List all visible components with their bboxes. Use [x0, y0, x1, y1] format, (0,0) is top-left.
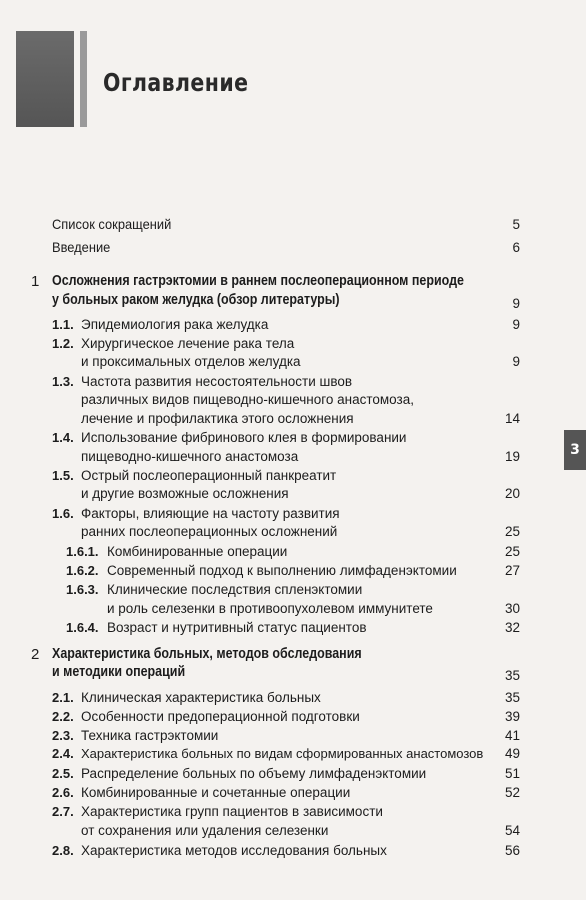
section-title-line: лечение и профилактика этого осложнения — [81, 411, 354, 426]
section-title-line: Хирургическое лечение рака тела — [81, 336, 295, 351]
section-page: 52 — [504, 785, 520, 800]
section-title-line: и проксимальных отделов желудка — [81, 354, 301, 369]
section-number: 1.1. — [52, 317, 74, 332]
chapter-tab-number: 3 — [570, 442, 580, 458]
section-number: 2.4. — [52, 746, 74, 761]
page-title: Оглавление — [103, 68, 249, 97]
chapter-page: 9 — [512, 296, 520, 311]
section-page: 54 — [504, 823, 520, 838]
section-title-line: пищеводно-кишечного анастомоза — [81, 449, 299, 464]
section-title-line: Характеристика методов исследования больных — [81, 843, 387, 858]
subsection-title-line: Клинические последствия спленэктомии — [107, 582, 363, 597]
toc-entry-introduction: Введение — [52, 239, 111, 255]
subsection-title-line: Комбинированные операции — [107, 544, 288, 559]
subsection-title-line: Современный подход к выполнению лимфаденэктомии — [107, 563, 457, 578]
chapter-number: 1 — [31, 273, 40, 290]
subsection-title-line: и роль селезенки в противоопухолевом иммунитете — [107, 601, 433, 616]
subsection-number: 1.6.4. — [66, 620, 99, 635]
section-title-line: различных видов пищеводно-кишечного анастомоза, — [81, 392, 414, 407]
section-number: 1.4. — [52, 430, 74, 445]
section-title-line: Частота развития несостоятельности швов — [81, 374, 353, 389]
toc-page-abbreviations: 5 — [512, 217, 520, 232]
section-page: 9 — [512, 317, 520, 332]
section-title-line: ранних послеоперационных осложнений — [81, 524, 338, 539]
section-page: 14 — [504, 411, 520, 426]
chapter-tab — [564, 430, 586, 470]
chapter-title-line: Осложнения гастрэктомии в раннем послеоперационном периоде — [52, 273, 464, 289]
subsection-number: 1.6.3. — [66, 582, 99, 597]
section-number: 1.3. — [52, 374, 74, 389]
section-number: 2.8. — [52, 843, 74, 858]
subsection-page: 30 — [504, 601, 520, 616]
subsection-title-line: Возраст и нутритивный статус пациентов — [107, 620, 367, 635]
section-number: 2.1. — [52, 690, 74, 705]
section-number: 2.3. — [52, 728, 74, 743]
section-title-line: Факторы, влияющие на частоту развития — [81, 506, 340, 521]
chapter-title-line: и методики операций — [52, 664, 186, 680]
section-page: 9 — [512, 354, 520, 369]
section-title-line: Эпидемиология рака желудка — [81, 317, 269, 332]
section-title-line: Характеристика больных по видам сформированных анастомозов — [81, 746, 484, 761]
header-decor-stripe — [80, 31, 87, 127]
section-title-line: Характеристика групп пациентов в зависимости — [81, 804, 383, 819]
section-title-line: Комбинированные и сочетанные операции — [81, 785, 351, 800]
section-number: 1.2. — [52, 336, 74, 351]
section-page: 41 — [504, 728, 520, 743]
section-page: 51 — [504, 766, 520, 781]
section-title-line: Клиническая характеристика больных — [81, 690, 321, 705]
chapter-title-line: Характеристика больных, методов обследования — [52, 646, 362, 662]
section-number: 1.6. — [52, 506, 74, 521]
subsection-page: 32 — [504, 620, 520, 635]
section-number: 1.5. — [52, 468, 74, 483]
section-title-line: Особенности предоперационной подготовки — [81, 709, 360, 724]
toc-entry-abbreviations: Список сокращений — [52, 216, 172, 232]
section-number: 2.6. — [52, 785, 74, 800]
subsection-number: 1.6.2. — [66, 563, 99, 578]
section-page: 56 — [504, 843, 520, 858]
subsection-number: 1.6.1. — [66, 544, 99, 559]
chapter-page: 35 — [504, 668, 520, 683]
subsection-page: 25 — [504, 544, 520, 559]
toc-page-introduction: 6 — [512, 240, 520, 255]
subsection-page: 27 — [504, 563, 520, 578]
section-number: 2.5. — [52, 766, 74, 781]
section-title-line: от сохранения или удаления селезенки — [81, 823, 329, 838]
section-page: 19 — [504, 449, 520, 464]
header-decor-block — [16, 31, 74, 127]
section-title-line: и другие возможные осложнения — [81, 486, 289, 501]
section-page: 20 — [504, 486, 520, 501]
chapter-number: 2 — [31, 646, 40, 663]
section-title-line: Использование фибринового клея в формировании — [81, 430, 407, 445]
section-page: 49 — [504, 746, 520, 761]
section-title-line: Острый послеоперационный панкреатит — [81, 468, 337, 483]
section-number: 2.7. — [52, 804, 74, 819]
section-title-line: Техника гастрэктомии — [81, 728, 219, 743]
section-page: 39 — [504, 709, 520, 724]
section-page: 25 — [504, 524, 520, 539]
chapter-title-line: у больных раком желудка (обзор литературы) — [52, 292, 340, 308]
section-page: 35 — [504, 690, 520, 705]
section-title-line: Распределение больных по объему лимфаденэктомии — [81, 766, 427, 781]
section-number: 2.2. — [52, 709, 74, 724]
